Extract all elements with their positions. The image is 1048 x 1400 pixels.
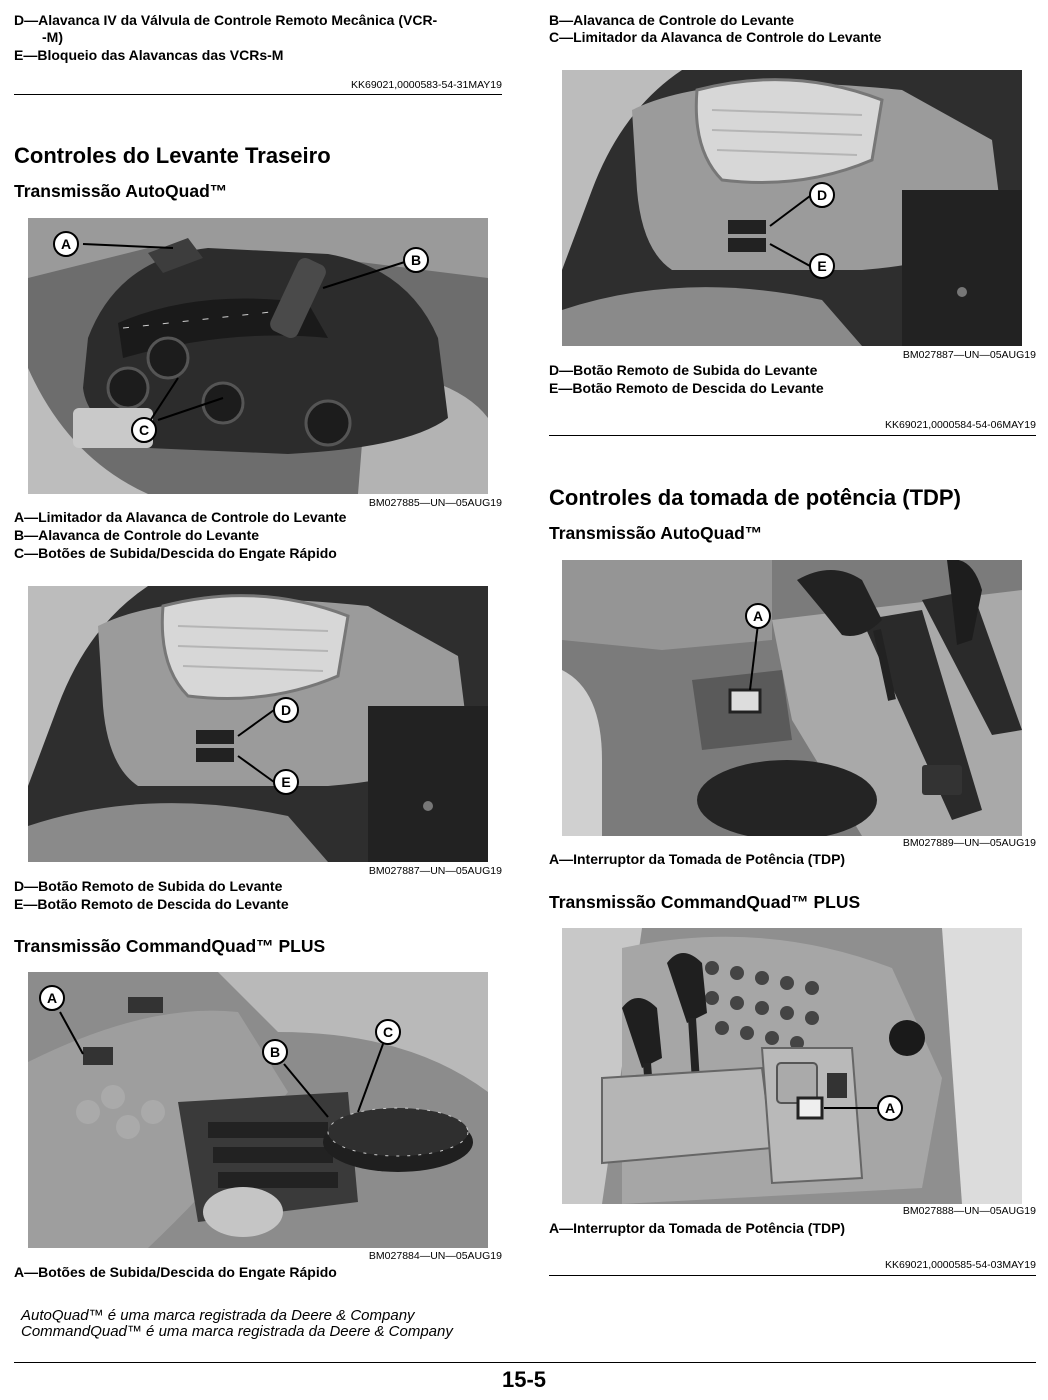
figure-fender-remote-buttons (562, 70, 1022, 346)
page-number: 15-5 (501, 1367, 547, 1392)
figure-pto-autoquad (562, 560, 1022, 836)
reference-code: KK69021,0000585-54-03MAY19 (884, 1259, 1036, 1271)
callout-c-label: C (382, 1024, 394, 1040)
reference-code: KK69021,0000584-54-06MAY19 (884, 419, 1036, 431)
callout-b-label: B (269, 1044, 281, 1060)
caption-line: D—Botão Remoto de Subida do Levante (14, 878, 283, 894)
figure-lift-control-autoquad (28, 218, 488, 494)
figure-code: BM027885—UN—05AUG19 (368, 497, 502, 509)
figure-code: BM027887—UN—05AUG19 (902, 349, 1036, 361)
caption-line: C—Limitador da Alavanca de Controle do Levante (549, 29, 882, 45)
figure-code: BM027889—UN—05AUG19 (902, 837, 1036, 849)
caption-line: E—Botão Remoto de Descida do Levante (14, 896, 289, 912)
caption-line: A—Botões de Subida/Descida do Engate Rápido (14, 1264, 337, 1280)
sub-heading: Transmissão CommandQuad™ PLUS (14, 936, 326, 956)
caption-line: E—Botão Remoto de Descida do Levante (549, 380, 824, 396)
sub-heading: Transmissão AutoQuad™ (549, 523, 763, 543)
callout-d-label: D (816, 187, 828, 203)
callout-a-label: A (46, 990, 58, 1006)
caption-line: D—Alavanca IV da Válvula de Controle Remoto Mecânica (VCR- (14, 12, 438, 28)
reference-code: KK69021,0000583-54-31MAY19 (350, 79, 502, 91)
figure-fender-remote-buttons (28, 586, 488, 862)
footer-rule (14, 1362, 1036, 1363)
callout-a-label: A (752, 608, 764, 624)
figure-pto-commandquad (562, 928, 1022, 1204)
callout-a-label: A (884, 1100, 896, 1116)
callout-c-label: C (138, 422, 150, 438)
trademark-note: CommandQuad™ é uma marca registrada da Deere & Company (21, 1323, 453, 1340)
caption-line: D—Botão Remoto de Subida do Levante (549, 362, 818, 378)
caption-line: A—Interruptor da Tomada de Potência (TDP) (549, 851, 846, 867)
figure-code: BM027887—UN—05AUG19 (368, 865, 502, 877)
section-divider (549, 1275, 1036, 1276)
caption-line: E—Bloqueio das Alavancas das VCRs-M (14, 47, 284, 63)
caption-line: -M) (42, 29, 63, 45)
caption-line: B—Alavanca de Controle do Levante (549, 12, 795, 28)
caption-line: A—Interruptor da Tomada de Potência (TDP) (549, 1220, 846, 1236)
figure-lift-control-commandquad (28, 972, 488, 1248)
section-divider (549, 435, 1036, 436)
callout-a-label: A (60, 236, 72, 252)
callout-e-label: E (281, 774, 291, 790)
sub-heading: Transmissão CommandQuad™ PLUS (549, 892, 861, 912)
sub-heading: Transmissão AutoQuad™ (14, 181, 228, 201)
section-divider (14, 94, 502, 95)
trademark-note: AutoQuad™ é uma marca registrada da Deere & Company (21, 1307, 415, 1324)
figure-code: BM027884—UN—05AUG19 (368, 1250, 502, 1262)
callout-e-label: E (817, 258, 827, 274)
caption-line: A—Limitador da Alavanca de Controle do Levante (14, 509, 347, 525)
section-heading: Controles do Levante Traseiro (14, 143, 331, 168)
caption-line: B—Alavanca de Controle do Levante (14, 527, 260, 543)
callout-b-label: B (410, 252, 422, 268)
callout-d-label: D (280, 702, 292, 718)
caption-line: C—Botões de Subida/Descida do Engate Rápido (14, 545, 337, 561)
section-heading: Controles da tomada de potência (TDP) (549, 485, 961, 510)
figure-code: BM027888—UN—05AUG19 (902, 1205, 1036, 1217)
